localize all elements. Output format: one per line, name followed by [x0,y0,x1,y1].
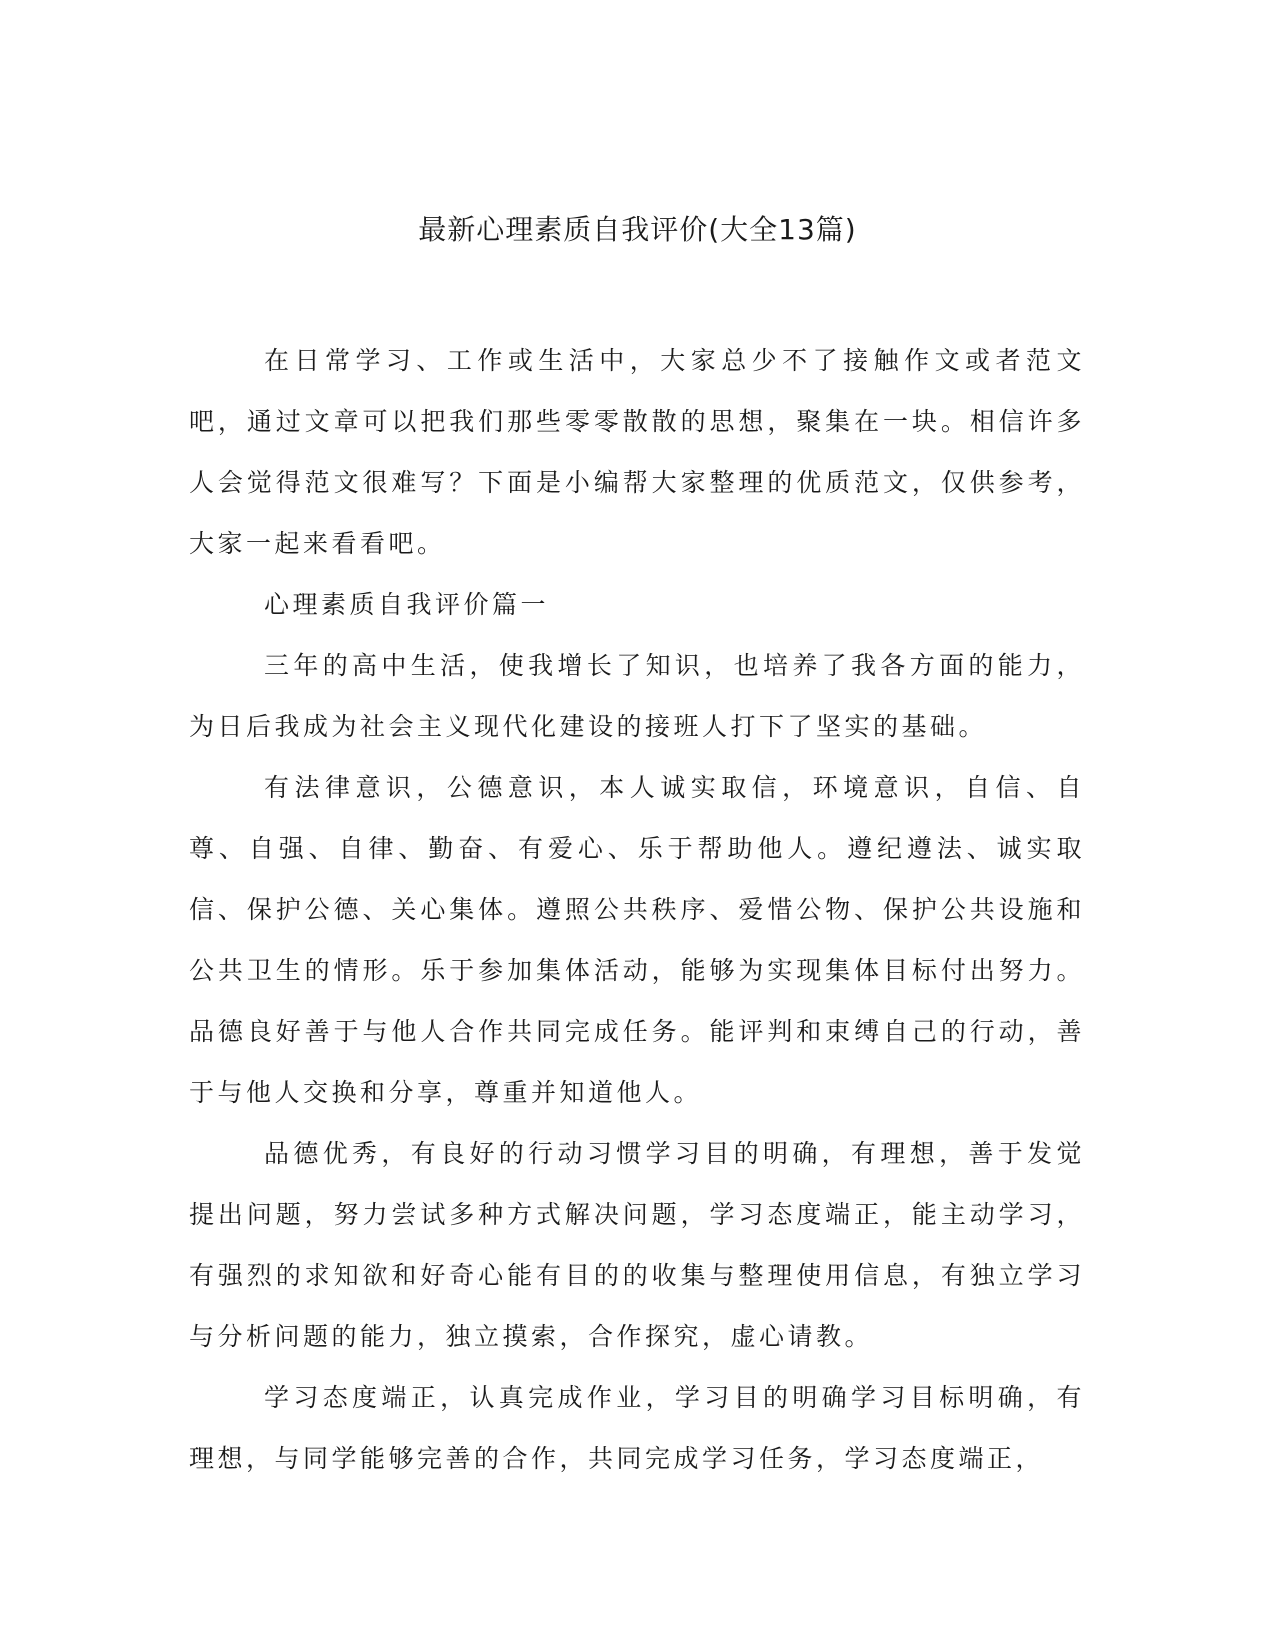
paragraph: 三年的高中生活，使我增长了知识，也培养了我各方面的能力，为日后我成为社会主义现代化建设的接班人打下了坚实的基础。 [189,651,1085,741]
paragraph-intro: 在日常学习、工作或生活中，大家总少不了接触作文或者范文吧，通过文章可以把我们那些零零散散的思想，聚集在一块。相信许多人会觉得范文很难写？下面是小编帮大家整理的优质范文，仅供参考，大家一起来看看吧。 [189,346,1085,558]
document-body [189,330,1085,1489]
section-heading: 心理素质自我评价篇一 [264,590,550,619]
paragraph: 学习态度端正，认真完成作业，学习目的明确学习目标明确，有理想，与同学能够完善的合作，共同完成学习任务，学习态度端正， [189,1383,1085,1473]
document-title: 最新心理素质自我评价(大全13篇) [418,213,857,246]
paragraph: 有法律意识，公德意识，本人诚实取信，环境意识，自信、自尊、自强、自律、勤奋、有爱心、乐于帮助他人。遵纪遵法、诚实取信、保护公德、关心集体。遵照公共秩序、爱惜公物、保护公共设施和公共卫生的情形。乐于参加集体活动，能够为实现集体目标付出努力。品德良好善于与他人合作共同完成任务。能评判和束缚自己的行动，善于与他人交换和分享，尊重并知道他人。 [189,773,1085,1107]
paragraph: 品德优秀，有良好的行动习惯学习目的明确，有理想，善于发觉提出问题，努力尝试多种方式解决问题，学习态度端正，能主动学习，有强烈的求知欲和好奇心能有目的的收集与整理使用信息，有独立学习与分析问题的能力，独立摸索，合作探究，虚心请教。 [189,1139,1085,1351]
